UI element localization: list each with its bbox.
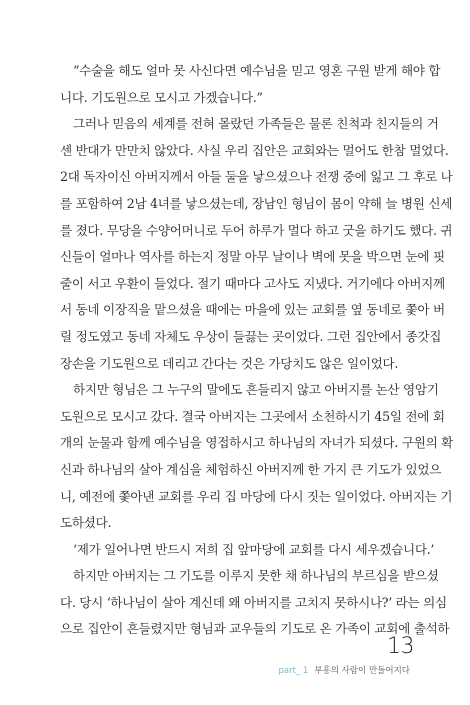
text-line: 하지만 형님은 그 누구의 말에도 흔들리지 않고 아버지를 논산 영암기 bbox=[73, 382, 439, 398]
text-line: 서 동네 이장직을 맡으셨을 때에는 마을에 있는 교회를 옆 동네로 쫓아 버 bbox=[60, 302, 445, 318]
text-line: 를 포함하여 2남 4녀를 낳으셨는데, 장남인 형님이 몸이 약해 늘 병원 신세 bbox=[60, 195, 453, 211]
body-text bbox=[60, 58, 453, 643]
text-line: 센 반대가 만만치 않았다. 사실 우리 집안은 교회와는 멀어도 한참 멀었다. bbox=[60, 142, 449, 158]
text-line: 2대 독자이신 아버지께서 아들 둘을 낳으셨으나 전쟁 중에 잃고 그 후로 나 bbox=[60, 169, 453, 185]
text-line: “수술을 해도 얼마 못 사신다면 예수님을 믿고 영혼 구원 받게 해야 합 bbox=[73, 63, 441, 78]
text-line: 릴 정도였고 동네 자체도 우상이 들끓는 곳이었다. 그런 집안에서 종갓집 bbox=[60, 328, 442, 344]
text-line: ‘제가 일어나면 반드시 저희 집 앞마당에 교회를 다시 세우겠습니다.’ bbox=[73, 541, 435, 557]
text-line: 개의 눈물과 함께 예수님을 영접하시고 하나님의 자녀가 되셨다. 구원의 확 bbox=[60, 435, 453, 451]
footer-part-label: part_ 1 bbox=[278, 666, 309, 676]
text-line: 하지만 아버지는 그 기도를 이루지 못한 채 하나님의 부르심을 받으셨 bbox=[73, 568, 439, 584]
running-footer bbox=[278, 667, 410, 676]
text-line: 를 졌다. 무당을 수양어머니로 두어 하루가 멀다 하고 굿을 하기도 했다. 귀 bbox=[60, 222, 453, 238]
text-line: 그러나 믿음의 세계를 전혀 몰랐던 가족들은 물론 친척과 친지들의 거 bbox=[73, 116, 439, 132]
page-number: 13 bbox=[387, 634, 414, 659]
text-line: 으로 집안이 흔들렸지만 형님과 교우들의 기도로 온 가족이 교회에 출석하 bbox=[60, 621, 450, 637]
footer-chapter-title: 부흥의 사람이 만들어지다 bbox=[314, 666, 410, 676]
text-line: 신들이 얼마나 역사를 하는지 정말 아무 날이나 벽에 못을 박으면 눈에 핏 bbox=[60, 249, 445, 265]
text-line: 장손을 기도원으로 데리고 간다는 것은 가당치도 않은 일이었다. bbox=[60, 355, 399, 371]
text-line: 니, 예전에 쫓아낸 교회를 우리 집 마당에 다시 짓는 일이었다. 아버지는 기 bbox=[60, 488, 453, 504]
text-line: 줄이 서고 우환이 들었다. 절기 때마다 고사도 지냈다. 거기에다 아버지께 bbox=[60, 275, 445, 291]
text-line: 도원으로 모시고 갔다. 결국 아버지는 그곳에서 소천하시기 45일 전에 회 bbox=[60, 408, 445, 424]
text-line: 신과 하나님의 살아 계심을 체험하신 아버지께 한 가지 큰 기도가 있었으 bbox=[60, 461, 442, 477]
text-line: 니다. 기도원으로 모시고 가겠습니다.” bbox=[60, 89, 263, 105]
text-line: 도하셨다. bbox=[60, 515, 112, 531]
text-line: 다. 당시 ‘하나님이 살아 계신데 왜 아버지를 고치지 못하시나?’ 라는 의심 bbox=[60, 594, 447, 610]
